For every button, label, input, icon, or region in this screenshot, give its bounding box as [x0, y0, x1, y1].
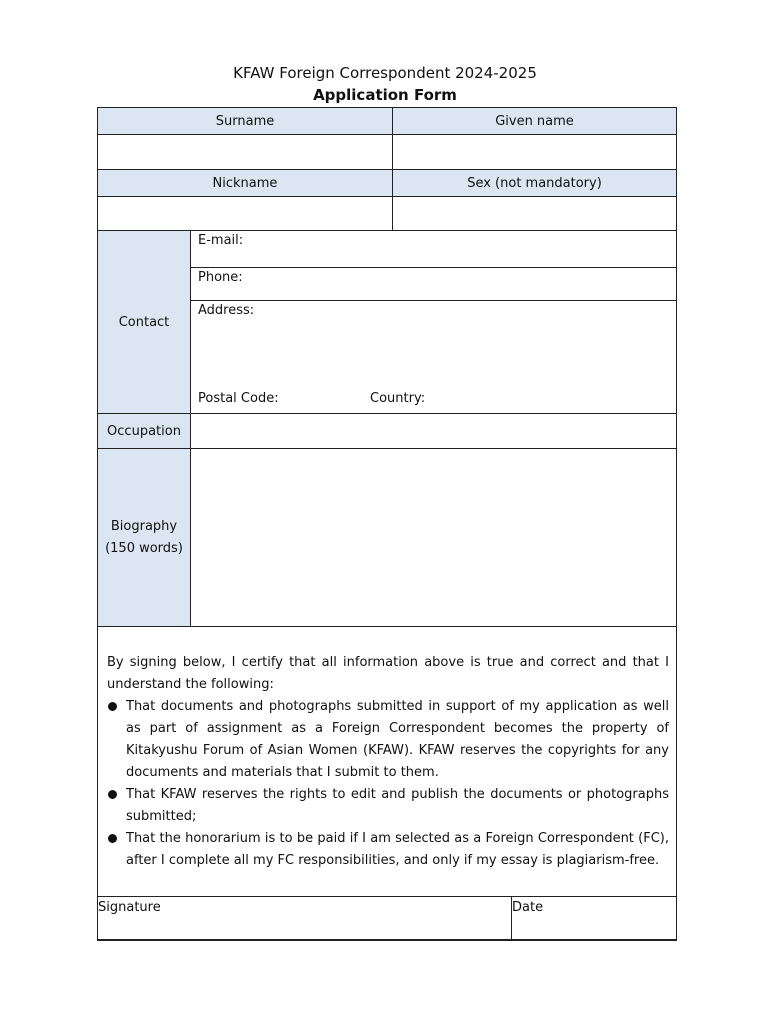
address-label: Address: [198, 303, 255, 318]
surname-header: Surname [97, 107, 393, 135]
postal-code-label: Postal Code: [198, 391, 279, 406]
statement-intro: By signing below, I certify that all information above is true and correct and that I understand the following: [107, 655, 669, 692]
form-title: KFAW Foreign Correspondent 2024-2025 [233, 64, 537, 82]
nickname-header: Nickname [97, 169, 393, 197]
email-field[interactable] [190, 230, 677, 268]
email-label: E-mail: [198, 233, 244, 248]
signature-field[interactable] [97, 896, 512, 941]
statement-item: That documents and photographs submitted in support of my application as well as part of assignment as a Foreign Correspondent becomes the property of Kitakyushu Forum of Asian Women (KFAW). KFAW reserves the copyrights for any documents and materials that I submit to them. [107, 696, 669, 784]
given-name-field[interactable] [392, 134, 677, 170]
surname-field[interactable] [97, 134, 393, 170]
occupation-field[interactable] [190, 413, 677, 449]
phone-field[interactable] [190, 267, 677, 301]
contact-label: Contact [97, 230, 191, 414]
phone-label: Phone: [198, 270, 243, 285]
sex-header: Sex (not mandatory) [392, 169, 677, 197]
bullet-icon [108, 834, 117, 843]
statement-item: That KFAW reserves the rights to edit and publish the documents or photographs submitted; [107, 784, 669, 828]
biography-field[interactable] [190, 448, 677, 627]
certification-statement [107, 652, 669, 872]
date-field[interactable] [511, 896, 677, 941]
statement-list [107, 696, 669, 872]
date-label: Date [512, 900, 544, 915]
given-name-header: Given name [392, 107, 677, 135]
bullet-icon [108, 702, 117, 711]
nickname-field[interactable] [97, 196, 393, 231]
signature-label: Signature [98, 900, 161, 915]
address-field[interactable] [190, 300, 677, 414]
biography-word-limit: (150 words) [105, 540, 183, 556]
biography-label [97, 448, 191, 627]
sex-field[interactable] [392, 196, 677, 231]
occupation-label: Occupation [97, 413, 191, 449]
country-label: Country: [370, 391, 426, 406]
statement-item: That the honorarium is to be paid if I am selected as a Foreign Correspondent (FC), after I complete all my FC responsibilities, and only if my essay is plagiarism-free. [107, 828, 669, 872]
biography-title: Biography [110, 518, 178, 534]
form-subtitle: Application Form [313, 86, 457, 104]
bullet-icon [108, 790, 117, 799]
